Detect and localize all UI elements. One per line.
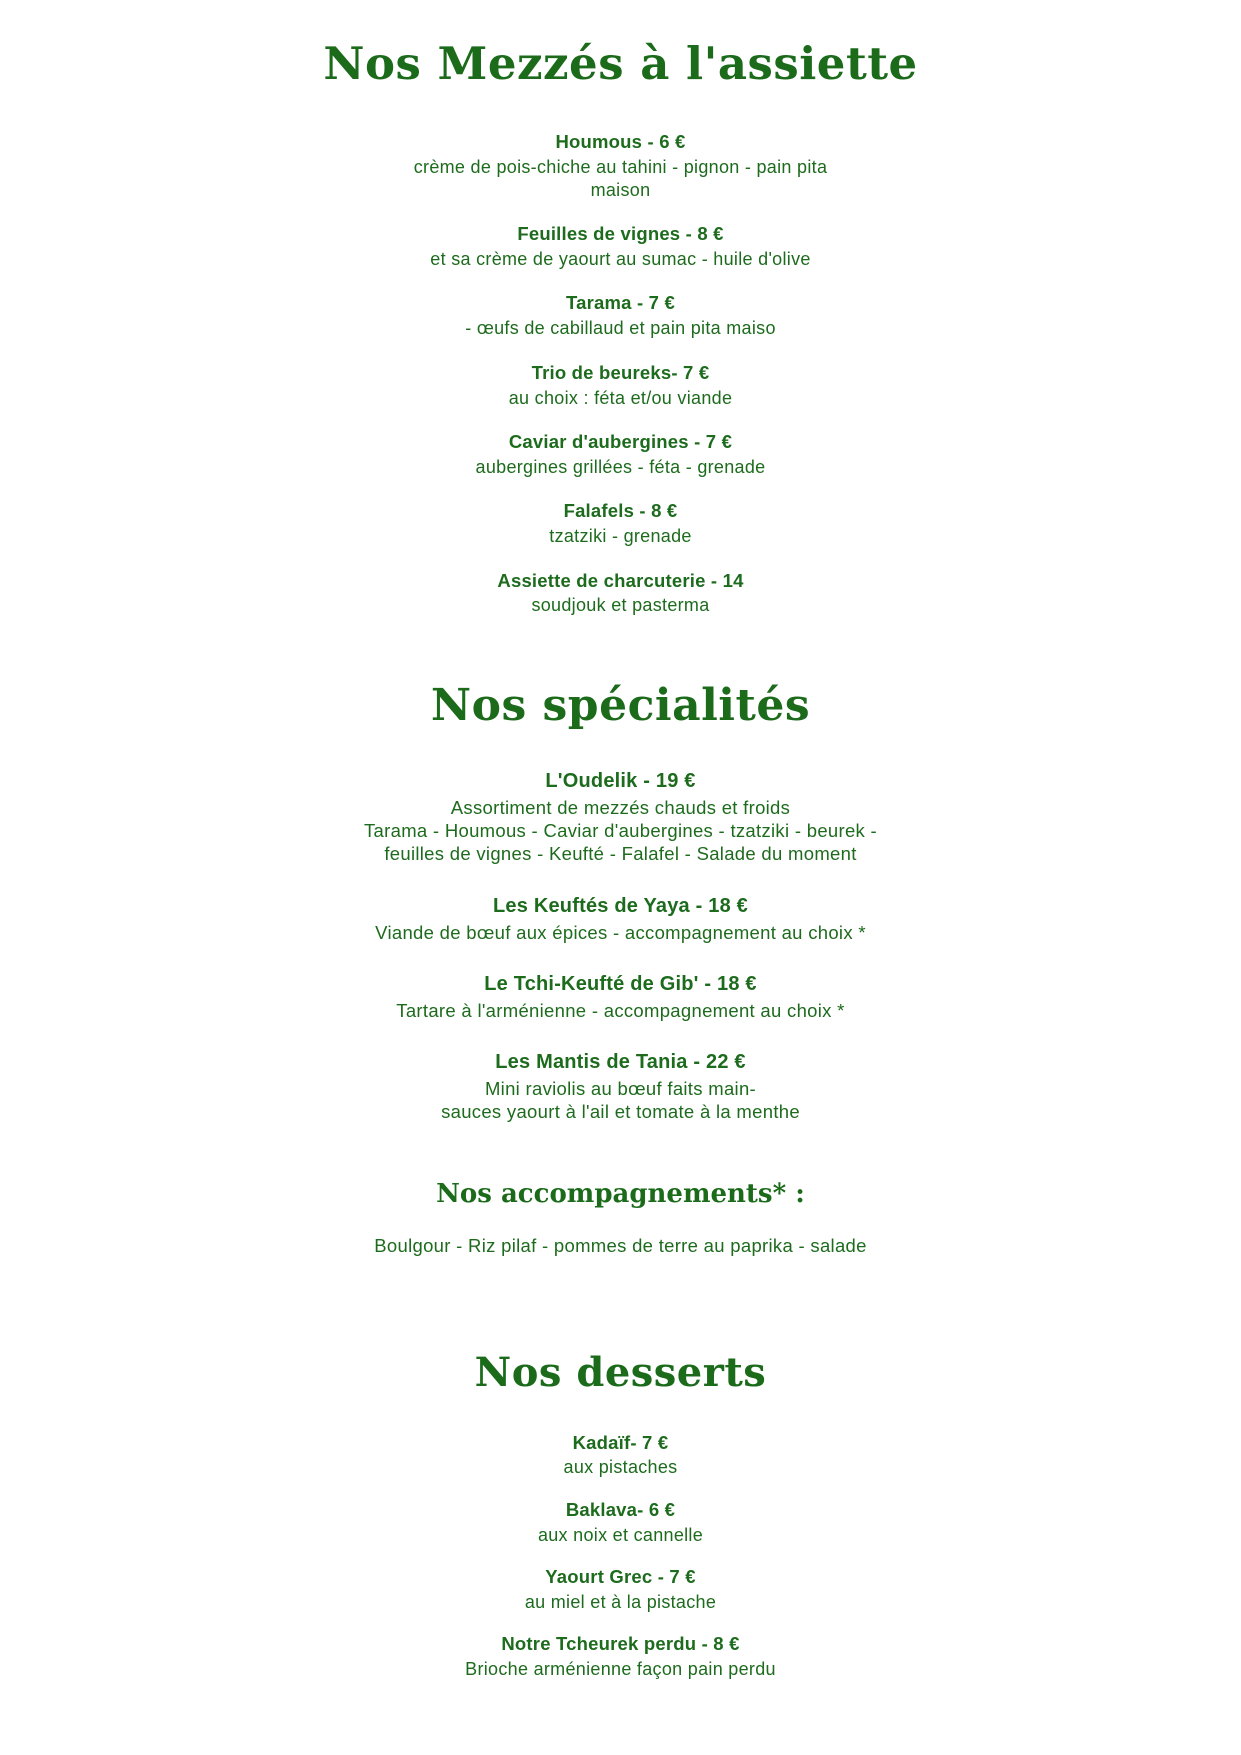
- section-title-mezzes: Nos Mezzés à l'assiette: [323, 37, 918, 90]
- menu-item-name: Notre Tcheurek perdu - 8 €: [501, 1633, 740, 1655]
- menu-item-description: [120, 1591, 1121, 1614]
- menu-item-description: [120, 796, 1121, 865]
- menu-item: [120, 129, 1121, 201]
- section-spacer: [120, 1276, 1121, 1322]
- menu-item-description-line: aux noix et cannelle: [537, 1524, 704, 1545]
- menu-item-description-line: - œufs de cabillaud et pain pita maiso: [465, 318, 776, 339]
- menu-item-name: Caviar d'aubergines - 7 €: [508, 431, 733, 452]
- menu-item: [120, 1430, 1121, 1479]
- section-title-desserts: Nos desserts: [474, 1348, 767, 1396]
- section-specialites: [120, 767, 1121, 1257]
- menu-item-description-line: et sa crème de yaourt au sumac - huile d'olive: [430, 248, 811, 269]
- menu-item-description-line: Tartare à l'arménienne - accompagnement au choix *: [396, 999, 845, 1021]
- menu-item-name: Le Tchi-Keufté de Gib' - 18 €: [484, 972, 757, 995]
- menu-item-description-line: sauces yaourt à l'ail et tomate à la menthe: [441, 1100, 800, 1122]
- menu-item-description-line: Tarama - Houmous - Caviar d'aubergines - tzatziki - beurek -: [364, 820, 877, 842]
- accompagnements-list: Boulgour - Riz pilaf - pommes de terre au paprika - salade: [374, 1235, 867, 1256]
- menu-item-description: [120, 387, 1121, 410]
- menu-item-name: Kadaïf- 7 €: [572, 1431, 669, 1453]
- menu-item-description: [120, 1524, 1121, 1547]
- menu-item-description-line: feuilles de vignes - Keufté - Falafel - Salade du moment: [384, 843, 857, 865]
- menu-item-description: [120, 525, 1121, 548]
- section-spacer: [120, 1322, 1121, 1352]
- menu-item: [120, 892, 1121, 944]
- menu-item: [120, 290, 1121, 339]
- menu-item-description: [120, 1077, 1121, 1123]
- menu-item: [120, 767, 1121, 865]
- menu-item-name: Falafels - 8 €: [563, 500, 678, 522]
- menu-item-name: L'Oudelik - 19 €: [545, 770, 696, 793]
- menu-item-description-line: Viande de bœuf aux épices - accompagnement au choix *: [375, 921, 866, 943]
- menu-item-name: Les Keuftés de Yaya - 18 €: [493, 894, 748, 917]
- menu-item-description: [120, 1658, 1121, 1681]
- menu-item-description: [120, 999, 1121, 1022]
- menu-item: [120, 498, 1121, 547]
- menu-item-description: [120, 1456, 1121, 1479]
- menu-item-description-line: aux pistaches: [563, 1457, 678, 1478]
- subsection-title-accompagnements: Nos accompagnements* :: [436, 1179, 805, 1209]
- menu-item: [120, 429, 1121, 478]
- menu-item-description-line: soudjouk et pasterma: [531, 595, 710, 616]
- subsection-spacer: [120, 1149, 1121, 1179]
- menu-item-description-line: aubergines grillées - féta - grenade: [475, 456, 766, 477]
- menu-item-description-line: Brioche arménienne façon pain perdu: [465, 1659, 776, 1680]
- menu-item-description: [120, 921, 1121, 944]
- menu-item: [120, 568, 1121, 617]
- menu-item-description-line: crème de pois-chiche au tahini - pignon - pain pita: [413, 157, 828, 178]
- menu-item: [120, 1564, 1121, 1613]
- menu-item-description-line: maison: [590, 179, 651, 200]
- menu-item-description: [120, 156, 1121, 201]
- menu-item: [120, 1631, 1121, 1680]
- section-spacer: [120, 637, 1121, 683]
- menu-item-name: Baklava- 6 €: [565, 1498, 676, 1520]
- section-mezzes: [120, 129, 1121, 617]
- menu-item-description: [120, 594, 1121, 617]
- menu-item-description-line: au choix : féta et/ou viande: [508, 387, 733, 408]
- menu-item-name: Houmous - 6 €: [555, 131, 686, 153]
- menu-item-description-line: Assortiment de mezzés chauds et froids: [450, 797, 791, 819]
- section-desserts: [120, 1430, 1121, 1681]
- menu-item: [120, 1048, 1121, 1123]
- menu-item-name: Assiette de charcuterie - 14: [497, 569, 744, 591]
- menu-item-description-line: au miel et à la pistache: [524, 1591, 717, 1612]
- menu-item: [120, 1497, 1121, 1546]
- menu-item-description: [120, 248, 1121, 271]
- menu-item-name: Trio de beureks- 7 €: [531, 361, 710, 383]
- menu-item-name: Tarama - 7 €: [565, 292, 675, 314]
- menu-item: [120, 360, 1121, 409]
- menu-item-name: Feuilles de vignes - 8 €: [517, 223, 724, 245]
- menu-item-description: [120, 456, 1121, 479]
- menu-item-name: Yaourt Grec - 7 €: [545, 1566, 696, 1588]
- menu-item-description-line: Mini raviolis au bœuf faits main-: [484, 1077, 757, 1099]
- menu-item-description-line: tzatziki - grenade: [549, 526, 692, 547]
- section-title-specialites: Nos spécialités: [430, 679, 811, 731]
- menu-item-description: [120, 317, 1121, 340]
- menu-item: [120, 970, 1121, 1022]
- menu-item: [120, 221, 1121, 270]
- menu-item-name: Les Mantis de Tania - 22 €: [495, 1050, 746, 1073]
